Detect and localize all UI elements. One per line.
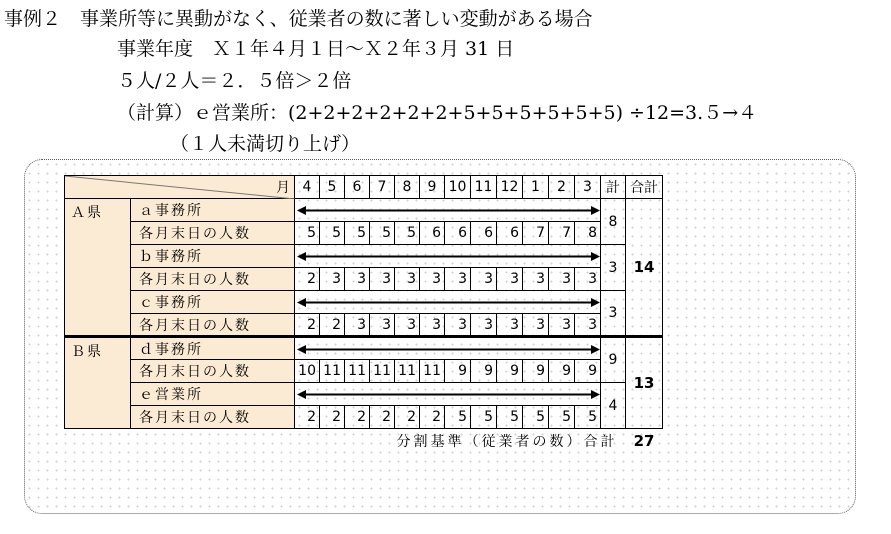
monthly-count: 5 [549,406,575,429]
monthly-count: 6 [497,222,523,245]
monthly-count: 5 [575,406,601,429]
monthly-count: 9 [575,360,601,383]
monthly-count: 3 [395,314,420,337]
month-header: 10 [445,176,471,199]
monthly-count: 11 [395,360,420,383]
period-arrow-cell [295,383,601,406]
monthly-count: 11 [370,360,395,383]
double-arrow-icon [295,338,602,361]
office-subtotal: 3 [601,291,626,337]
month-header: 3 [575,176,601,199]
monthly-count: 3 [420,314,445,337]
monthly-count: 3 [370,314,395,337]
prefecture-name: Ａ県 [65,199,131,337]
monthly-count: 3 [575,268,601,291]
monthly-count: 3 [345,268,370,291]
total-header: 合計 [626,176,663,199]
office-subtotal: 8 [601,199,626,245]
monthly-count: 11 [345,360,370,383]
monthly-count: 5 [370,222,395,245]
monthly-count: 3 [445,268,471,291]
month-header: 11 [471,176,497,199]
month-end-count-label: 各月末日の人数 [131,222,295,245]
month-header: 1 [523,176,549,199]
office-name: ｃ事務所 [131,291,295,314]
monthly-count: 3 [497,268,523,291]
month-header: 5 [320,176,345,199]
monthly-count: 9 [497,360,523,383]
monthly-count: 3 [370,268,395,291]
monthly-count: 7 [549,222,575,245]
monthly-count: 2 [420,406,445,429]
month-header: 4 [295,176,320,199]
monthly-count: 5 [320,222,345,245]
monthly-count: 6 [471,222,497,245]
monthly-count: 3 [497,314,523,337]
prefecture-name: Ｂ県 [65,337,131,429]
monthly-count: 2 [295,268,320,291]
period-arrow-cell [295,337,601,360]
office-name: ａ事務所 [131,199,295,222]
employee-count-table [64,175,663,454]
monthly-count: 9 [523,360,549,383]
monthly-count: 5 [345,222,370,245]
month-end-count-label: 各月末日の人数 [131,360,295,383]
case-title: 事例２ 事業所等に異動がなく、従業者の数に著しい変動がある場合 [4,8,593,30]
office-name: ｂ事務所 [131,245,295,268]
double-arrow-icon [295,383,602,406]
monthly-count: 8 [575,222,601,245]
monthly-count: 3 [320,268,345,291]
monthly-count: 11 [420,360,445,383]
monthly-count: 2 [345,406,370,429]
monthly-count: 6 [420,222,445,245]
month-header: 7 [370,176,395,199]
ratio-line: ５人/２人＝２．５倍＞２倍 [117,70,352,92]
month-end-count-label: 各月末日の人数 [131,268,295,291]
monthly-count: 5 [523,406,549,429]
month-end-count-label: 各月末日の人数 [131,314,295,337]
month-header: 8 [395,176,420,199]
double-arrow-icon [295,245,602,268]
office-subtotal: 9 [601,337,626,383]
monthly-count: 3 [345,314,370,337]
monthly-count: 3 [445,314,471,337]
month-header: 9 [420,176,445,199]
month-header: 6 [345,176,370,199]
subtotal-header: 計 [601,176,626,199]
month-label: 月 [276,180,290,196]
office-name: ｅ営業所 [131,383,295,406]
fiscal-year-line: 事業年度 Ｘ１年４月１日～Ｘ２年３月 31 日 [117,38,515,60]
calculation-line: （計算）ｅ営業所：(2+2+2+2+2+2+5+5+5+5+5+5) ÷12=3.５→４ [117,102,758,124]
monthly-count: 5 [471,406,497,429]
monthly-count: 2 [395,406,420,429]
monthly-count: 3 [471,314,497,337]
office-subtotal: 4 [601,383,626,429]
monthly-count: 2 [320,314,345,337]
period-arrow-cell [295,199,601,222]
office-subtotal: 3 [601,245,626,291]
month-header: 12 [497,176,523,199]
monthly-count: 2 [370,406,395,429]
monthly-count: 9 [471,360,497,383]
month-header: 2 [549,176,575,199]
prefecture-total: 13 [626,337,663,429]
monthly-count: 3 [575,314,601,337]
monthly-count: 11 [320,360,345,383]
allocation-basis-label: 分割基準（従業者の数）合計 [396,434,618,451]
monthly-count: 9 [549,360,575,383]
rounding-note: （１人未満切り上げ） [170,133,361,155]
double-arrow-icon [295,199,602,222]
grand-total: 27 [633,432,655,451]
monthly-count: 2 [295,406,320,429]
month-corner-header [65,176,295,199]
monthly-count: 5 [497,406,523,429]
monthly-count: 9 [445,360,471,383]
monthly-count: 3 [549,268,575,291]
monthly-count: 6 [445,222,471,245]
monthly-count: 7 [523,222,549,245]
monthly-count: 2 [320,406,345,429]
office-name: ｄ事務所 [131,337,295,360]
double-arrow-icon [295,291,602,314]
monthly-count: 10 [295,360,320,383]
period-arrow-cell [295,245,601,268]
monthly-count: 3 [395,268,420,291]
prefecture-total: 14 [626,199,663,337]
monthly-count: 3 [523,268,549,291]
diagonal-divider [65,176,295,199]
monthly-count: 5 [445,406,471,429]
monthly-count: 3 [549,314,575,337]
monthly-count: 3 [523,314,549,337]
period-arrow-cell [295,291,601,314]
monthly-count: 2 [295,314,320,337]
monthly-count: 3 [471,268,497,291]
monthly-count: 5 [395,222,420,245]
monthly-count: 5 [295,222,320,245]
monthly-count: 3 [420,268,445,291]
month-end-count-label: 各月末日の人数 [131,406,295,429]
